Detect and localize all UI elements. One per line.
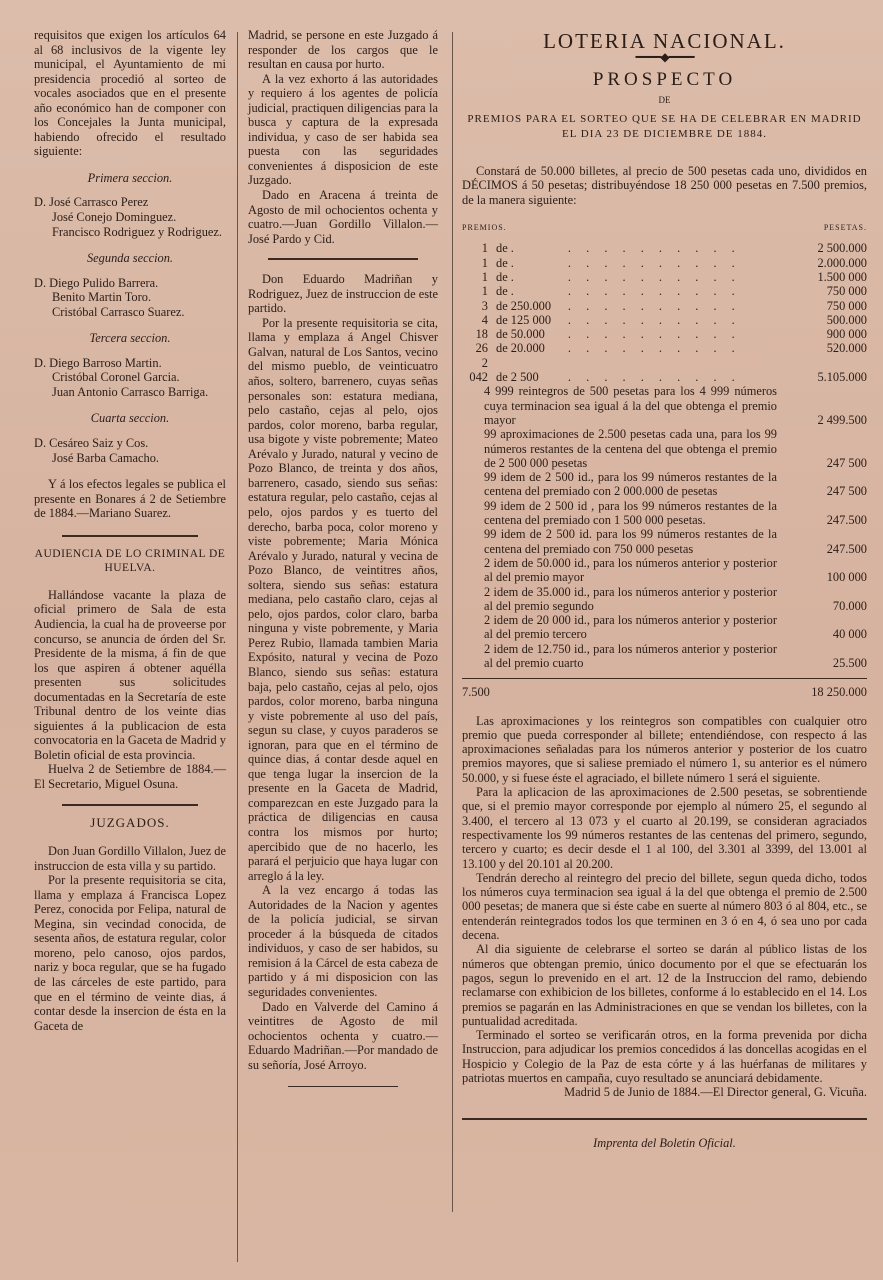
paragraph: Las aproximaciones y los reintegros son compatibles con cualquier otro premio que pueda corresponder al billete; entendiéndose, con respecto á las aproximaciones señaladas para los números anterior y posterior de los cuatro premios mayores, que si saliese premiado el número 1, su anterior es el número 50.000, y si fuese éste el agraciado, el billete número 1 será el siguiente. (462, 713, 867, 785)
prize-amount: 900 000 (826, 327, 867, 342)
prize-qty: 1 (481, 269, 488, 284)
paragraph: Y á los efectos legales se publica el presente en Bonares á 2 de Setiembre de 1884.—Mariano Suarez. (34, 477, 226, 521)
prize-text: 99 idem de 2 500 id., para los 99 números restantes de la centena del premiado con 2 000.000 de pesetas (484, 470, 777, 499)
prize-qty: 18 (475, 327, 488, 342)
signature-line: Madrid 5 de Junio de 1884.—El Director general, G. Vicuña. (564, 1085, 867, 1100)
prize-amount: 100 000 (826, 570, 867, 585)
paragraph: Dado en Aracena á treinta de Agosto de mil ochocientos ochenta y cuatro.—Juan Gordillo Villalon.—José Pardo y Cid. (248, 188, 438, 246)
de-label: DE (658, 94, 671, 105)
header-premios: PREMIOS. (462, 223, 507, 233)
intro-paragraph: Constará de 50.000 billetes, al precio de 500 pesetas cada uno, divididos en DÉCIMOS á 50 pesetas; distribuyéndose 18 250 000 pesetas en 7.500 premios, de la manera siguiente: (462, 164, 867, 207)
table-row (462, 356, 867, 385)
prize-desc: de . (496, 241, 514, 256)
paragraph: Terminado el sorteo se verificarán otros, en la forma prevenida por dicha Instruccion, para adjudicar los premios concedidos á las doncellas acogidas en el Hospicio y Colegio de la Paz de esta córte y á las huérfanas de militares y patriotas muertos en campaña, cuyo resultado se anunciará debidamente. (462, 1028, 867, 1085)
table-row (462, 270, 867, 284)
divider (62, 535, 198, 537)
name-line: Juan Antonio Carrasco Barriga. (52, 384, 209, 399)
name-line: Francisco Rodriguez y Rodriguez. (52, 224, 222, 239)
list-item (462, 585, 867, 614)
paragraph: Don Eduardo Madriñan y Rodriguez, Juez de instruccion de este partido. (248, 272, 438, 316)
prize-amount: 500.000 (826, 312, 867, 327)
prize-text: 2 idem de 12.750 id., para los números anterior y posterior al del premio cuarto (484, 641, 777, 670)
header-pesetas: PESETAS. (823, 223, 867, 233)
prize-desc: de 20.000 (496, 341, 545, 356)
page-title: LOTERIA NACIONAL. (543, 29, 786, 53)
totals-row (462, 678, 867, 699)
table-row (462, 327, 867, 341)
paragraph: Tendrán derecho al reintegro del precio del billete, segun queda dicho, todos los números cuya terminacion sea igual á la del que obtenga el premio de 2.500 000 pesetas; de manera que si éste cabe en suerte al número 803 ó al 804, etc., se entenderán reintegrados todos los que terminen en 3 ó en 4, ó sea uno por cada decena. (462, 870, 867, 943)
name-line: Benito Martin Toro. (52, 290, 152, 305)
prize-amount: 750 000 (826, 284, 867, 299)
list-item (462, 384, 867, 427)
table-row (462, 241, 867, 255)
name-line: D. Diego Barroso Martin. (34, 355, 162, 370)
prize-text: 2 idem de 20 000 id., para los números anterior y posterior al del premio tercero (484, 613, 777, 642)
name-line: Cristóbal Coronel Garcia. (52, 370, 180, 385)
divider (462, 1118, 867, 1120)
prize-desc: de 2 500 (496, 370, 539, 385)
name-line: D. Diego Pulido Barrera. (34, 275, 159, 290)
divider (288, 1086, 398, 1087)
section-heading: JUZGADOS. (90, 814, 170, 830)
column-2 (248, 28, 438, 1093)
table-headers (462, 221, 867, 235)
name-line: Cristóbal Carrasco Suarez. (52, 304, 185, 319)
leader-dots: . . . . . . . . . . (567, 284, 741, 299)
total-count: 7.500 (462, 685, 490, 700)
paragraph: Para la aplicacion de las aproximaciones de 2.500 pesetas, se sobrentiende que, si el premio mayor corresponde por ejemplo al número 25, el segundo al 3.400, el tercero al 13 073 y el cuarto al 20.199, se consideran agraciados respectivamente los 99 números restantes de las centenas del primero, segundo, tercero y cuarto; es decir desde el 1 al 100, del 3.301 al 3399, del 13.001 al 13.100 y del 20.101 al 20.200. (462, 785, 867, 871)
prize-amount: 247 500 (826, 455, 867, 470)
leader-dots: . . . . . . . . . . (567, 327, 741, 342)
prize-text: 2 idem de 50.000 id., para los números anterior y posterior al del premio mayor (484, 555, 777, 585)
prize-text: 4 999 reintegros de 500 pesetas para los 4 999 números cuya terminacion sea igual á la del que obtenga el premio mayor (484, 384, 777, 427)
subtitle: PREMIOS PARA EL SORTEO QUE SE HA DE CELEBRAR EN MADRID EL DIA 23 DE DICIEMBRE DE 1884. (467, 113, 862, 141)
divider (268, 258, 418, 260)
prize-amount: 70.000 (832, 598, 867, 613)
leader-dots: . . . . . . . . . . (567, 370, 741, 385)
column-1 (34, 28, 226, 1033)
name-line: José Conejo Dominguez. (52, 210, 177, 225)
prize-qty: 2 042 (469, 355, 488, 385)
list-item (462, 527, 867, 556)
list-item (462, 499, 867, 528)
table-row (462, 256, 867, 270)
table-row (462, 341, 867, 355)
prize-amount: 247 500 (826, 484, 867, 499)
column-3-lottery (462, 28, 867, 1150)
section-heading: AUDIENCIA DE LO CRIMINAL DE HUELVA. (34, 547, 226, 575)
section-heading: Tercera seccion. (89, 331, 171, 346)
leader-dots: . . . . . . . . . . (567, 312, 741, 327)
prize-qty: 3 (481, 298, 488, 313)
prize-qty: 26 (475, 341, 488, 356)
prize-amount: 1.500 000 (817, 269, 867, 284)
prize-qty: 1 (481, 284, 488, 299)
paragraph: Al dia siguiente de celebrarse el sorteo se darán al público listas de los números que obtengan premio, único documento por el que se efectuarán los pagos, segun lo prevenido en el art. 12 de la Instruccion del ramo, debiendo reclamarse con exhibicion de los billetes, conforme á lo establecido en el 14. Los premios se pagarán en las Administraciones en que se vendan los billetes, con la puntualidad acreditada. (462, 942, 867, 1028)
section-heading: Cuarta seccion. (90, 411, 170, 426)
prize-desc: de . (496, 269, 514, 284)
divider (62, 804, 198, 806)
column-divider (452, 32, 453, 1212)
prize-qty: 4 (481, 312, 488, 327)
paragraph: Huelva 2 de Setiembre de 1884.—El Secretario, Miguel Osuna. (34, 762, 226, 791)
name-line: D. Cesáreo Saiz y Cos. (34, 436, 149, 451)
list-item (462, 470, 867, 499)
prize-text: 99 idem de 2 500 id , para los 99 números restantes de la centena del premiado con 1 500 000 pesetas. (484, 498, 777, 528)
section-heading: Primera seccion. (87, 170, 173, 185)
leader-dots: . . . . . . . . . . (567, 298, 741, 313)
imprint: Imprenta del Boletin Oficial. (593, 1135, 736, 1150)
prize-amount: 25.500 (832, 655, 867, 670)
paragraph: Hallándose vacante la plaza de oficial primero de Sala de esta Audiencia, la cual ha de proveerse por concurso, se anuncia de órden del Sr. Presidente de la misma, á fin de que los que aspiren á obtener aquélla presenten sus solicitudes documentadas en la Secretaría de este Tribunal dentro de los veinte dias siguientes á la publicacion de esta convocatoria en la Gaceta de Madrid y Boletin oficial de esta provincia. (34, 587, 226, 762)
prize-desc: de 125 000 (496, 312, 552, 327)
paragraph: Por la presente requisitoria se cita, llama y emplaza á Francisca Lopez Perez, conocida por Felipa, natural de Megina, sin vecindad conocida, de sesenta años, de estatura regular, color moreno, pelo canoso, ojos pardos, nariz y boca regular, que se ha fugado de las cárceles de este partido, para que en el término de veinte dias, á contar desde la insercion de ésta en la Gaceta de (34, 873, 226, 1033)
prize-list (462, 384, 867, 670)
prize-amount: 2 500.000 (817, 241, 867, 256)
ornament-icon: ━━━━◆━━━━ (635, 50, 694, 65)
leader-dots: . . . . . . . . . . (567, 241, 741, 256)
prize-amount: 247.500 (826, 541, 867, 556)
prize-desc: de 250.000 (496, 298, 552, 313)
list-item (462, 556, 867, 585)
paragraph: Don Juan Gordillo Villalon, Juez de instruccion de esta villa y su partido. (34, 844, 226, 873)
prospecto-heading: PROSPECTO (592, 68, 737, 90)
prize-amount: 5.105.000 (817, 370, 867, 385)
prize-desc: de . (496, 284, 514, 299)
prize-desc: de 50.000 (496, 327, 545, 342)
prize-qty: 1 (481, 255, 488, 270)
prize-amount: 520.000 (826, 341, 867, 356)
section-heading: Segunda seccion. (86, 251, 174, 266)
table-row (462, 299, 867, 313)
leader-dots: . . . . . . . . . . (567, 341, 741, 356)
list-item (462, 427, 867, 470)
leader-dots: . . . . . . . . . . (567, 255, 741, 270)
paragraph: A la vez exhorto á las autoridades y requiero á los agentes de policía judicial, practiquen diligencias para la busca y captura de la expresada individua, y caso de ser habida sea puesta con las seguridades convenientes á disposicion de este Juzgado. (248, 71, 438, 188)
list-item (462, 613, 867, 642)
list-item (462, 642, 867, 671)
paragraph: Madrid, se persone en este Juzgado á responder de los cargos que le resultan en causa por hurto. (248, 28, 438, 72)
paragraph: requisitos que exigen los artículos 64 al 68 inclusivos de la vigente ley municipal, el Ayuntamiento de mi presidencia procedió al sorteo de vocales asociados que en el presente año económico han de componer con los Concejales la Junta municipal, habiendo ofrecido el resultado siguiente: (34, 28, 226, 159)
prize-desc: de . (496, 255, 514, 270)
prize-amount: 2.000.000 (817, 255, 867, 270)
prize-amount: 750 000 (826, 298, 867, 313)
prize-amount: 40 000 (832, 627, 867, 642)
prize-amount: 2 499.500 (817, 412, 867, 427)
paragraph: Por la presente requisitoria se cita, llama y emplaza á Angel Chisver Galvan, natural de Los Santos, vecino del mismo pueblo, de veinticuatro años, soltero, barrenero, cuyas señas personales son: estatura mediana, pelo castaño, cejas al pelo, ojos pardos, color moreno, barba regular, usa bigote y viste pobremente; Mateo Arévalo y Jurado, natural y vecino de Pozo Blanco, de treinta y dos años, barrenero, casado, siendo sus señas: estatura regular, pelo castaño, cejas al pelo, ojos pardos y es tuerto del derecho, barba poca, color moreno y viste pobremente; Maria Mónica Arévalo y Jurado, natural y vecina de Pozo Blanco, de veintitres años, soltera, siendo sus señas: estatura mediana, pelo castaño claro, cejas al pelo, ojos pardos, color claro, barba ninguna y viste pobremente, y Maria Perez Rubio, llamada tambien Maria Expósito, natural y vecina de Pozo Blanco, siendo sus señas: estatura baja, pelo castaño, cejas al pelo, ojos pardos, color moreno, barba ninguna y viste pobremente al uso del país, segun su clase, y cuyos paraderos se ignoran, para que en el término de quince dias, á contar desde aquel en que tenga lugar la insercion de la presente en la Gaceta de Madrid, comparezcan en este Juzgado para la práctica de diligencias en causa contra los mismos por hurto; apercibido que de no hacerlo, les parará el perjuicio que haya lugar con arreglo á la ley. (248, 315, 438, 883)
prize-qty: 1 (481, 241, 488, 256)
prize-table (462, 241, 867, 384)
prize-text: 99 idem de 2 500 id. para los 99 números restantes de la centena del premiado con 750 000 pesetas (484, 527, 777, 556)
total-amount: 18 250.000 (811, 685, 867, 700)
name-line: D. José Carrasco Perez (34, 195, 149, 210)
paragraph: Dado en Valverde del Camino á veintitres de Agosto de mil ochocientos ochenta y cuatro.—Eduardo Madriñan.—Por mandado de su señoría, José Arroyo. (248, 999, 438, 1072)
table-row (462, 313, 867, 327)
prize-text: 99 aproximaciones de 2.500 pesetas cada una, para los 99 números restantes de la centena del que obtenga el premio de 2 500 000 pesetas (484, 427, 777, 470)
paragraph: A la vez encargo á todas las Autoridades de la Nacion y agentes de la policía judicial, se sirvan proceder á la búsqueda de citados individuos, y caso de ser habidos, su remision á la Cárcel de esta cabeza de partido y á mi disposicion con las seguridades convenientes. (248, 883, 438, 999)
name-line: José Barba Camacho. (52, 450, 160, 465)
prize-amount: 247.500 (826, 513, 867, 528)
prize-text: 2 idem de 35.000 id., para los números anterior y posterior al del premio segundo (484, 584, 777, 613)
leader-dots: . . . . . . . . . . (567, 269, 741, 284)
column-divider (237, 32, 238, 1262)
table-row (462, 284, 867, 298)
